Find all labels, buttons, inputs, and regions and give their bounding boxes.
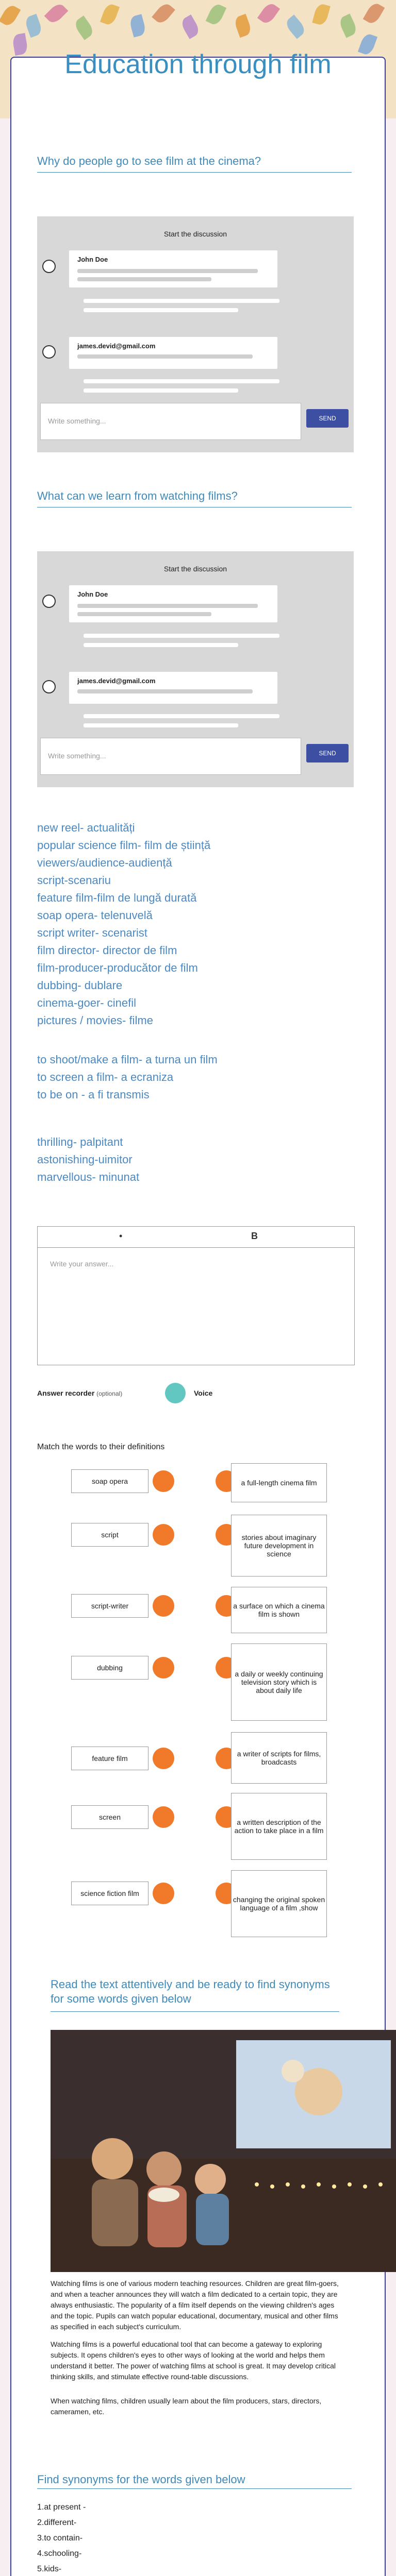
match-definition[interactable]: a writer of scripts for films, broadcasts xyxy=(231,1732,327,1784)
avatar xyxy=(42,595,56,608)
match-connector[interactable] xyxy=(153,1470,174,1492)
comment-author: james.devid@gmail.com xyxy=(77,677,156,685)
reply-line xyxy=(84,308,238,312)
reply-line xyxy=(84,299,279,303)
match-definition[interactable]: changing the original spoken language of a film ,show xyxy=(231,1870,327,1937)
send-button[interactable]: SEND xyxy=(306,744,349,762)
vocab-item: dubbing- dublare xyxy=(37,979,123,992)
reading-paragraph: Watching films is a powerful educational tool that can become a gateway to exploring subjects. It opens children's eyes to other ways of looking at the world and helps them understand it better. The power of watching films at school is great. It may develop critical thinking skills, and stimulate effective round-table discussions. xyxy=(51,2340,336,2381)
comment-bubble xyxy=(69,585,277,622)
match-connector[interactable] xyxy=(153,1748,174,1769)
answer-editor[interactable] xyxy=(37,1226,355,1365)
discussion-board xyxy=(37,216,354,452)
heading-underline xyxy=(37,172,352,173)
match-definition[interactable]: a written description of the action to take place in a film xyxy=(231,1793,327,1860)
match-definition[interactable]: a surface on which a cinema film is shown xyxy=(231,1587,327,1633)
match-definition[interactable]: stories about imaginary future development in science xyxy=(231,1515,327,1577)
editor-toolbar xyxy=(38,1227,354,1248)
synonym-item: 4.schooling- xyxy=(37,2549,82,2558)
comment-bubble xyxy=(69,672,277,704)
section-heading-synonyms: Find synonyms for the words given below xyxy=(37,2473,245,2486)
editor-placeholder: Write your answer... xyxy=(50,1260,114,1268)
recorder-label-text: Answer recorder xyxy=(37,1389,95,1397)
match-definition[interactable]: a daily or weekly continuing television story which is about daily life xyxy=(231,1643,327,1721)
reply-line xyxy=(84,634,279,638)
record-button[interactable] xyxy=(165,1383,186,1403)
voice-label: Voice xyxy=(194,1389,213,1397)
vocab-item: cinema-goer- cinefil xyxy=(37,996,136,1009)
section-heading-read: Read the text attentively and be ready to find synonyms for some words given below xyxy=(51,1978,330,2005)
match-instruction: Match the words to their definitions xyxy=(37,1443,165,1451)
comment-author: james.devid@gmail.com xyxy=(77,342,156,350)
answer-recorder-label xyxy=(37,1389,122,1397)
avatar xyxy=(42,345,56,359)
synonym-item: 1.at present - xyxy=(37,2503,86,2512)
comment-input[interactable] xyxy=(40,403,301,440)
vocab-item: marvellous- minunat xyxy=(37,1171,140,1183)
vocabulary-list xyxy=(37,819,210,1029)
synonym-item: 5.kids- xyxy=(37,2565,62,2573)
vocab-item: new reel- actualități xyxy=(37,821,135,834)
vocab-item: to shoot/make a film- a turna un film xyxy=(37,1053,218,1066)
section-heading-learn-films: What can we learn from watching films? xyxy=(37,489,238,502)
heading-underline xyxy=(37,2488,352,2489)
family-watching-film-image xyxy=(51,2030,396,2272)
section-heading-why-cinema: Why do people go to see film at the cinema? xyxy=(37,155,261,167)
reading-paragraph: When watching films, children usually learn about the film producers, stars, directors, cameramen, etc. xyxy=(51,2397,322,2416)
comment-bubble xyxy=(69,250,277,287)
discussion-board xyxy=(37,551,354,787)
reply-line xyxy=(84,643,238,647)
vocab-item: pictures / movies- filme xyxy=(37,1014,153,1027)
heading-underline xyxy=(51,2011,339,2012)
text-line xyxy=(77,689,253,693)
match-connector[interactable] xyxy=(153,1595,174,1617)
vocab-item: film director- director de film xyxy=(37,944,177,957)
reading-paragraph: Watching films is one of various modern teaching resources. Children are great film-goers, and when a teacher announces they will watch a film dedicated to a certain topic, they are always enthusiastic. The popularity of a film itself depends on the viewing children's ages and the topic. Pupils can watch popular educational, documentary, musical and other films as specified in each subject's curriculum. xyxy=(51,2279,339,2331)
vocab-item: soap opera- telenuvelă xyxy=(37,909,153,922)
match-word[interactable]: soap opera xyxy=(71,1469,148,1493)
text-line xyxy=(77,612,211,616)
reply-line xyxy=(84,379,279,383)
bullet-list-button[interactable]: • xyxy=(119,1231,123,1241)
reply-line xyxy=(84,723,238,727)
reply-line xyxy=(84,714,279,718)
comment-input[interactable] xyxy=(40,738,301,775)
avatar xyxy=(42,260,56,273)
vocab-item: film-producer-producător de film xyxy=(37,961,198,974)
text-line xyxy=(77,277,211,281)
vocab-item: to be on - a fi transmis xyxy=(37,1088,150,1101)
comment-bubble xyxy=(69,337,277,369)
comment-input-placeholder: Write something... xyxy=(48,417,106,425)
vocabulary-list xyxy=(37,1133,139,1186)
synonym-list xyxy=(37,2500,90,2576)
synonym-item: 2.different- xyxy=(37,2518,77,2527)
comment-author: John Doe xyxy=(77,590,108,598)
comment-input-placeholder: Write something... xyxy=(48,752,106,760)
text-line xyxy=(77,269,258,273)
vocab-item: feature film-film de lungă durată xyxy=(37,891,197,904)
page-title: Education through film xyxy=(64,49,332,79)
match-word[interactable]: feature film xyxy=(71,1747,148,1770)
bold-button[interactable]: B xyxy=(251,1231,258,1241)
synonym-item: 3.to contain- xyxy=(37,2534,83,2543)
vocab-item: script writer- scenarist xyxy=(37,926,147,939)
discussion-title: Start the discussion xyxy=(163,565,227,573)
match-word[interactable]: script-writer xyxy=(71,1594,148,1618)
vocab-item: popular science film- film de știință xyxy=(37,839,211,852)
match-connector[interactable] xyxy=(153,1806,174,1828)
match-connector[interactable] xyxy=(153,1524,174,1546)
match-word[interactable]: screen xyxy=(71,1805,148,1829)
recorder-optional: (optional) xyxy=(96,1390,123,1397)
match-definition[interactable]: a full-length cinema film xyxy=(231,1463,327,1502)
discussion-title: Start the discussion xyxy=(163,230,227,238)
text-line xyxy=(77,604,258,608)
vocab-item: to screen a film- a ecraniza xyxy=(37,1071,174,1083)
send-button[interactable]: SEND xyxy=(306,409,349,428)
match-word[interactable]: script xyxy=(71,1523,148,1547)
vocab-item: thrilling- palpitant xyxy=(37,1136,123,1148)
avatar xyxy=(42,680,56,693)
vocab-item: astonishing-uimitor xyxy=(37,1153,133,1166)
match-connector[interactable] xyxy=(153,1883,174,1904)
vocabulary-list xyxy=(37,1051,218,1104)
match-word[interactable]: dubbing xyxy=(71,1656,148,1680)
reply-line xyxy=(84,388,238,393)
comment-author: John Doe xyxy=(77,256,108,263)
vocab-item: viewers/audience-audiență xyxy=(37,856,172,869)
match-connector[interactable] xyxy=(153,1657,174,1679)
vocab-item: script-scenariu xyxy=(37,874,111,887)
match-word[interactable]: science fiction film xyxy=(71,1882,148,1905)
text-line xyxy=(77,354,253,359)
